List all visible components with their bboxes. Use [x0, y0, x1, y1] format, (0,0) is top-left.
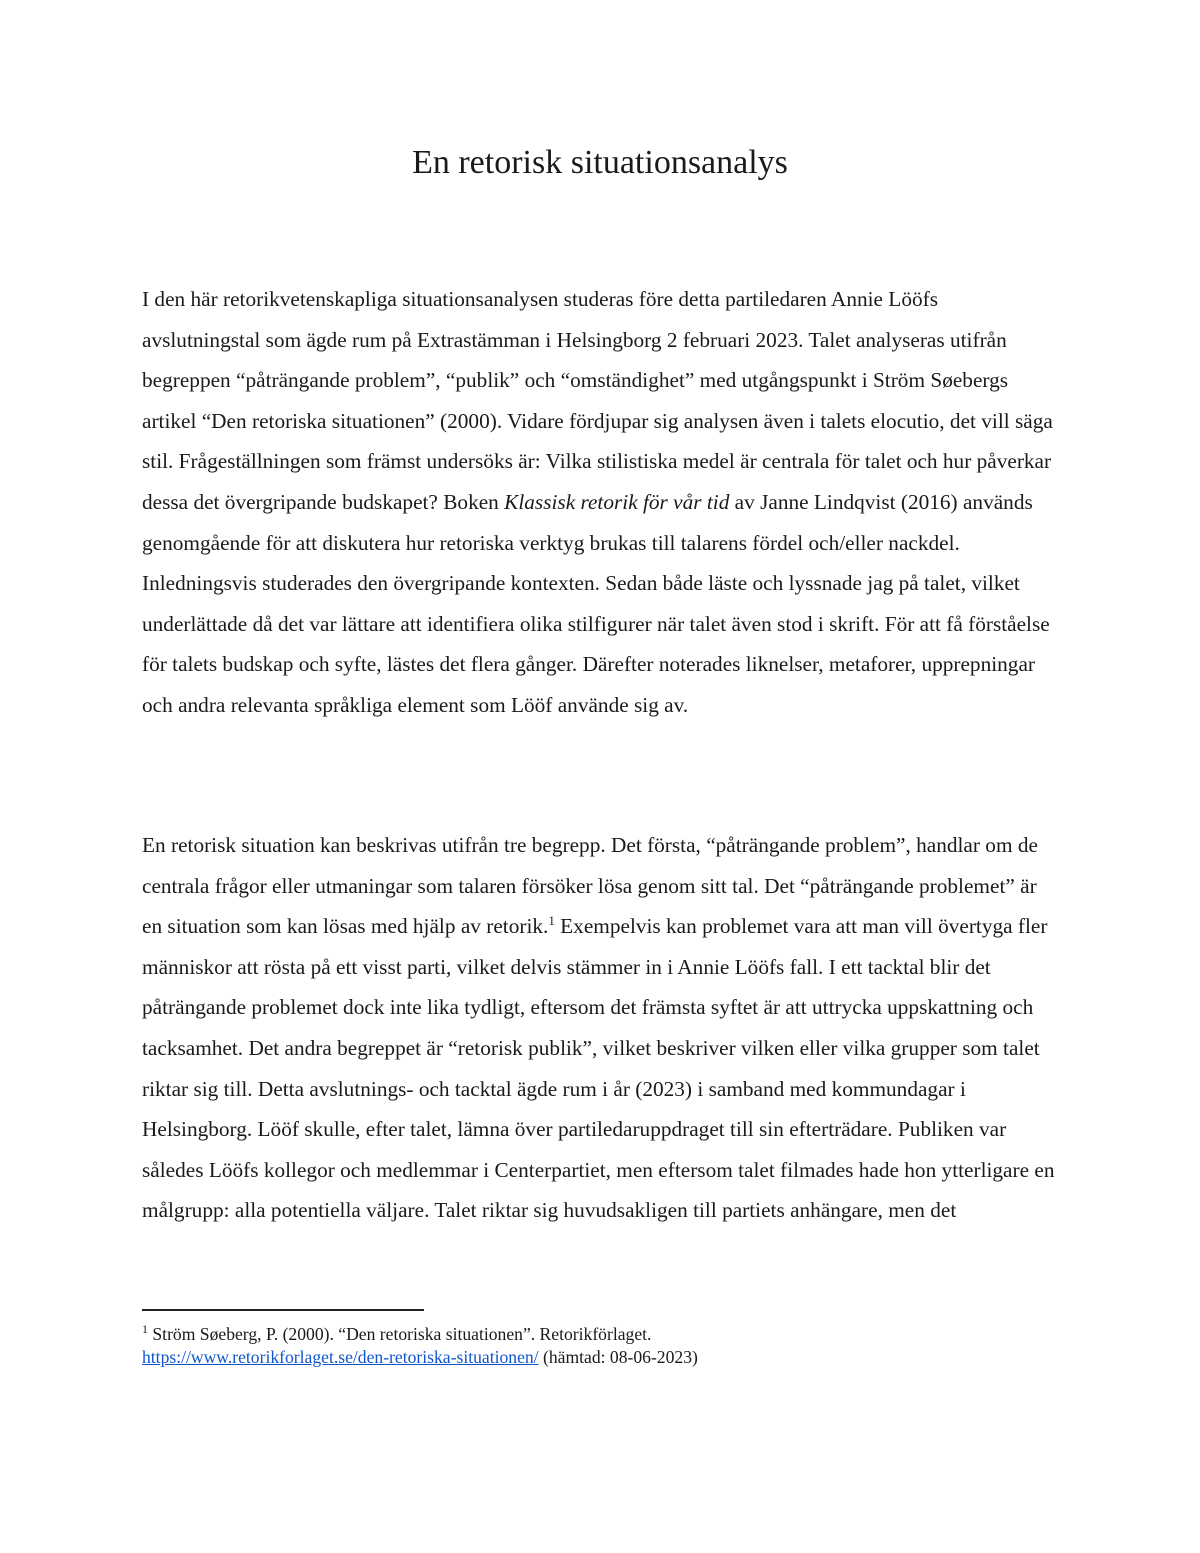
footnote	[142, 1323, 1060, 1369]
footnote-reference[interactable]: 1	[548, 913, 555, 929]
footnote-retrieved: (hämtad: 08-06-2023)	[538, 1347, 698, 1367]
footnote-number: 1	[142, 1322, 148, 1337]
paragraph-text: En retorisk situation kan beskrivas utifrån tre begrepp. Det första, “påträngande problem”, handlar om de centrala frågor eller utmaningar som talaren försöker lösa genom sitt tal. Det “påträngande problemet” är en situation som kan lösas med hjälp av retorik.	[142, 833, 1038, 939]
paragraph-introduction	[142, 279, 1060, 726]
document-title: En retorisk situationsanalys	[412, 144, 788, 181]
paragraph-text: av Janne Lindqvist (2016) används genomgående för att diskutera hur retoriska verktyg brukas till talarens fördel och/eller nackdel. Inledningsvis studerades den övergripande kontexten. Sedan både läste och lyssnade jag på talet, vilket underlättade då det var lättare att identifiera olika stilfigurer när talet även stod i skrift. För att få förståelse för talets budskap och syfte, lästes det flera gånger. Därefter noterades liknelser, metaforer, upprepningar och andra relevanta språkliga element som Lööf använde sig av.	[142, 489, 1050, 717]
book-title: Klassisk retorik för vår tid	[504, 489, 730, 514]
paragraph-text: Exempelvis kan problemet vara att man vill övertyga fler människor att rösta på ett visst parti, vilket delvis stämmer in i Annie Lööfs fall. I ett tacktal blir det påträngande problemet dock inte lika tydligt, eftersom det främsta syftet är att uttrycka uppskattning och tacksamhet. Det andra begreppet är “retorisk publik”, vilket beskriver vilken eller vilka grupper som talet riktar sig till. Detta avslutnings- och tacktal ägde rum i år (2023) i samband med kommundagar i Helsingborg. Lööf skulle, efter talet, lämna över partiledaruppdraget till sin efterträdare. Publiken var således Lööfs kollegor och medlemmar i Centerpartiet, men eftersom talet filmades hade hon ytterligare en målgrupp: alla potentiella väljare. Talet riktar sig huvudsakligen till partiets anhängare, men det	[142, 914, 1055, 1223]
paragraph-text: I den här retorikvetenskapliga situationsanalysen studeras före detta partiledaren Annie Lööfs avslutningstal som ägde rum på Extrastämman i Helsingborg 2 februari 2023. Talet analyseras utifrån begreppen “påträngande problem”, “publik” och “omständighet” med utgångspunkt i Ström Søebergs artikel “Den retoriska situationen” (2000). Vidare fördjupar sig analysen även i talets elocutio, det vill säga stil. Frågeställningen som främst undersöks är: Vilka stilistiska medel är centrala för talet och hur påverkar dessa det övergripande budskapet? Boken	[142, 287, 1053, 514]
footnote-separator	[142, 1309, 424, 1311]
footnote-text: Ström Søeberg, P. (2000). “Den retoriska situationen”. Retorikförlaget.	[148, 1324, 652, 1344]
paragraph-rhetorical-situation	[142, 825, 1060, 1231]
footnote-link[interactable]: https://www.retorikforlaget.se/den-retoriska-situationen/	[142, 1347, 539, 1367]
